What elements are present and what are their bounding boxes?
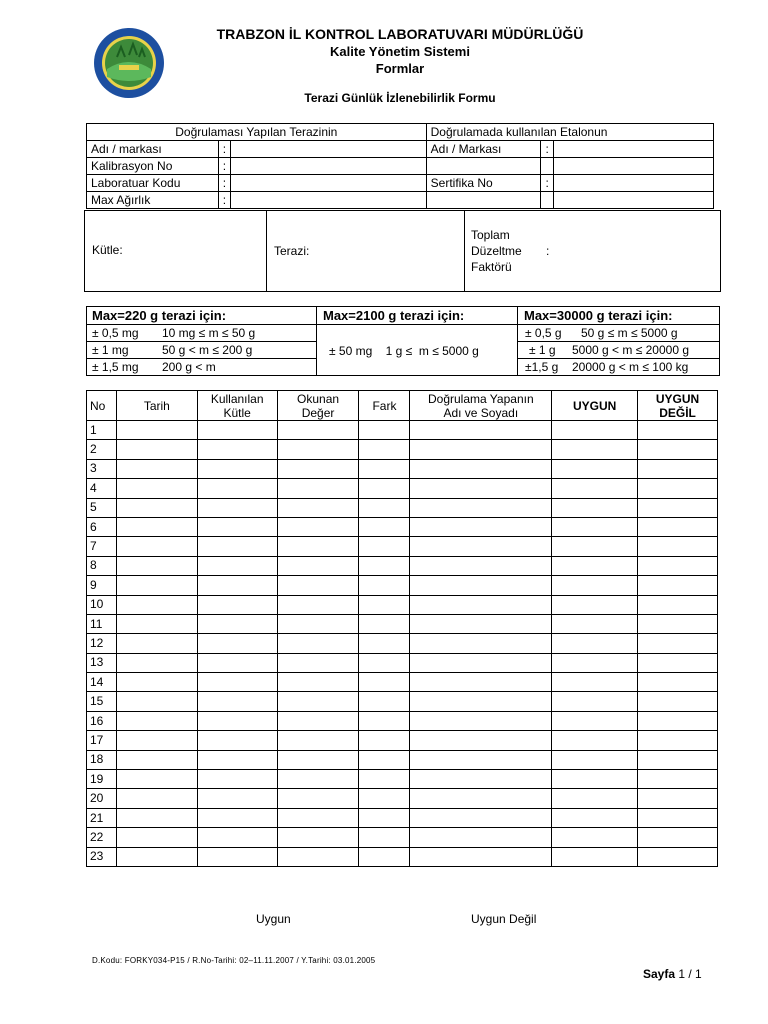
- pass-cell[interactable]: [552, 711, 638, 730]
- mass-cell[interactable]: [197, 440, 277, 459]
- colon: :: [541, 175, 553, 192]
- reading-cell[interactable]: [277, 653, 359, 672]
- verifier-cell[interactable]: [410, 808, 552, 827]
- mass-cell[interactable]: [197, 750, 277, 769]
- reading-cell[interactable]: [277, 770, 359, 789]
- date-cell[interactable]: [116, 673, 197, 692]
- difference-cell[interactable]: [359, 847, 410, 866]
- col-header-reading: Okunan Değer: [277, 391, 359, 421]
- reading-cell[interactable]: [277, 673, 359, 692]
- fail-cell[interactable]: [638, 556, 718, 575]
- colon: :: [218, 192, 230, 209]
- date-cell[interactable]: [116, 789, 197, 808]
- reading-cell[interactable]: [277, 808, 359, 827]
- row-number: 5: [87, 498, 117, 517]
- date-cell[interactable]: [116, 711, 197, 730]
- fail-cell[interactable]: [638, 808, 718, 827]
- verifier-cell[interactable]: [410, 673, 552, 692]
- difference-cell[interactable]: [359, 576, 410, 595]
- scale-field-value[interactable]: [231, 158, 427, 175]
- table-row: [87, 614, 718, 633]
- reading-cell[interactable]: [277, 576, 359, 595]
- mass-cell[interactable]: [197, 653, 277, 672]
- row-number: 18: [87, 750, 117, 769]
- system-title: Kalite Yönetim Sistemi: [330, 44, 470, 59]
- pass-cell[interactable]: [552, 634, 638, 653]
- difference-cell[interactable]: [359, 479, 410, 498]
- difference-cell[interactable]: [359, 711, 410, 730]
- reference-field-label: Sertifika No: [426, 175, 541, 192]
- col-header-fail: UYGUN DEĞİL: [638, 391, 718, 421]
- pass-cell[interactable]: [552, 479, 638, 498]
- verifier-cell[interactable]: [410, 556, 552, 575]
- mass-cell[interactable]: [197, 673, 277, 692]
- reading-cell[interactable]: [277, 750, 359, 769]
- pass-cell[interactable]: [552, 750, 638, 769]
- row-number: 8: [87, 556, 117, 575]
- fail-cell[interactable]: [638, 731, 718, 750]
- verifier-cell[interactable]: [410, 421, 552, 440]
- mass-cell[interactable]: [197, 711, 277, 730]
- reading-cell[interactable]: [277, 595, 359, 614]
- pass-cell[interactable]: [552, 847, 638, 866]
- verifier-cell[interactable]: [410, 517, 552, 536]
- tolerance-value-2100: ± 50 mg 1 g ≤ m ≤ 5000 g: [329, 344, 479, 358]
- pass-cell[interactable]: [552, 576, 638, 595]
- fail-cell[interactable]: [638, 498, 718, 517]
- reading-cell[interactable]: [277, 692, 359, 711]
- verifier-cell[interactable]: [410, 576, 552, 595]
- fail-cell[interactable]: [638, 634, 718, 653]
- scale-info-right-header: Doğrulamada kullanılan Etalonun: [426, 124, 713, 141]
- tolerance-value: ±1,5 g: [525, 360, 559, 374]
- colon: :: [218, 141, 230, 158]
- row-number: 2: [87, 440, 117, 459]
- verifier-cell[interactable]: [410, 498, 552, 517]
- fail-cell[interactable]: [638, 479, 718, 498]
- reading-cell[interactable]: [277, 556, 359, 575]
- verifier-cell[interactable]: [410, 711, 552, 730]
- date-cell[interactable]: [116, 692, 197, 711]
- date-cell[interactable]: [116, 479, 197, 498]
- verifier-cell[interactable]: [410, 731, 552, 750]
- table-row: [87, 440, 718, 459]
- scale-field-label: Adı / markası: [87, 141, 219, 158]
- table-row: [87, 711, 718, 730]
- reference-field-value[interactable]: [553, 192, 713, 209]
- reference-field-value[interactable]: [553, 158, 713, 175]
- tolerance-range: 5000 g < m ≤ 20000 g: [572, 343, 690, 357]
- difference-cell[interactable]: [359, 828, 410, 847]
- date-cell[interactable]: [116, 828, 197, 847]
- pass-cell[interactable]: [552, 731, 638, 750]
- reading-cell[interactable]: [277, 828, 359, 847]
- reading-cell[interactable]: [277, 537, 359, 556]
- reading-cell[interactable]: [277, 731, 359, 750]
- difference-cell[interactable]: [359, 595, 410, 614]
- tolerance-value: ± 1 g: [529, 343, 556, 357]
- table-row: [87, 750, 718, 769]
- reference-field-value[interactable]: [553, 141, 713, 158]
- scale-field-value[interactable]: [231, 175, 427, 192]
- reading-cell[interactable]: [277, 789, 359, 808]
- tolerance-range: 10 mg ≤ m ≤ 50 g: [162, 326, 256, 340]
- scale-label: Terazi:: [274, 244, 310, 258]
- difference-cell[interactable]: [359, 770, 410, 789]
- tolerance-range: 20000 g < m ≤ 100 kg: [572, 360, 689, 374]
- pass-cell[interactable]: [552, 517, 638, 536]
- mass-cell[interactable]: [197, 517, 277, 536]
- page-number: 1 / 1: [678, 967, 702, 981]
- verifier-cell[interactable]: [410, 479, 552, 498]
- pass-cell[interactable]: [552, 692, 638, 711]
- mass-cell[interactable]: [197, 789, 277, 808]
- difference-cell[interactable]: [359, 692, 410, 711]
- table-row: [87, 692, 718, 711]
- fail-cell[interactable]: [638, 421, 718, 440]
- colon: [541, 158, 553, 175]
- date-cell[interactable]: [116, 750, 197, 769]
- date-cell[interactable]: [116, 634, 197, 653]
- verifier-cell[interactable]: [410, 537, 552, 556]
- document-code: D.Kodu: FORKY034-P15 / R.No-Tarihi: 02–11.11.2007 / Y.Tarihi: 03.01.2005: [92, 956, 376, 965]
- tolerance-header-2100: Max=2100 g terazi için:: [323, 308, 465, 323]
- scale-info-table: [86, 123, 714, 209]
- difference-cell[interactable]: [359, 673, 410, 692]
- reading-cell[interactable]: [277, 614, 359, 633]
- verifier-cell[interactable]: [410, 828, 552, 847]
- table-row: [87, 556, 718, 575]
- row-number: 12: [87, 634, 117, 653]
- mass-cell[interactable]: [197, 808, 277, 827]
- tolerance-value: ± 1,5 mg: [92, 360, 139, 374]
- pass-cell[interactable]: [552, 673, 638, 692]
- tolerance-range: 50 g < m ≤ 200 g: [162, 343, 253, 357]
- mass-cell[interactable]: [197, 634, 277, 653]
- table-row: [87, 576, 718, 595]
- difference-cell[interactable]: [359, 440, 410, 459]
- mass-cell[interactable]: [197, 556, 277, 575]
- mass-cell[interactable]: [197, 421, 277, 440]
- fail-cell[interactable]: [638, 459, 718, 478]
- row-number: 17: [87, 731, 117, 750]
- reference-field-label: [426, 158, 541, 175]
- fail-cell[interactable]: [638, 595, 718, 614]
- mass-cell[interactable]: [197, 828, 277, 847]
- row-number: 1: [87, 421, 117, 440]
- fail-cell[interactable]: [638, 711, 718, 730]
- mass-label: Kütle:: [92, 243, 123, 257]
- col-header-verifier: Doğrulama Yapanın Adı ve Soyadı: [410, 391, 552, 421]
- daily-log-table: [86, 390, 718, 867]
- table-row: [87, 828, 718, 847]
- date-cell[interactable]: [116, 421, 197, 440]
- col-header-mass: Kullanılan Kütle: [197, 391, 277, 421]
- date-cell[interactable]: [116, 459, 197, 478]
- difference-cell[interactable]: [359, 808, 410, 827]
- verifier-cell[interactable]: [410, 653, 552, 672]
- verifier-cell[interactable]: [410, 692, 552, 711]
- difference-cell[interactable]: [359, 537, 410, 556]
- page-indicator: [643, 967, 702, 981]
- date-cell[interactable]: [116, 653, 197, 672]
- mass-cell[interactable]: [197, 459, 277, 478]
- row-number: 7: [87, 537, 117, 556]
- fail-cell[interactable]: [638, 673, 718, 692]
- verifier-cell[interactable]: [410, 634, 552, 653]
- reading-cell[interactable]: [277, 459, 359, 478]
- pass-cell[interactable]: [552, 770, 638, 789]
- correction-box: [84, 210, 721, 292]
- table-row: [87, 498, 718, 517]
- date-cell[interactable]: [116, 847, 197, 866]
- fail-cell[interactable]: [638, 847, 718, 866]
- mass-cell[interactable]: [197, 847, 277, 866]
- difference-cell[interactable]: [359, 421, 410, 440]
- pass-cell[interactable]: [552, 808, 638, 827]
- verifier-cell[interactable]: [410, 847, 552, 866]
- pass-cell[interactable]: [552, 789, 638, 808]
- tolerance-range: 50 g ≤ m ≤ 5000 g: [581, 326, 678, 340]
- fail-cell[interactable]: [638, 692, 718, 711]
- difference-cell[interactable]: [359, 731, 410, 750]
- row-number: 23: [87, 847, 117, 866]
- organization-title: TRABZON İL KONTROL LABORATUVARI MÜDÜRLÜĞÜ: [216, 26, 584, 42]
- date-cell[interactable]: [116, 595, 197, 614]
- reading-cell[interactable]: [277, 634, 359, 653]
- table-row: [87, 673, 718, 692]
- verifier-cell[interactable]: [410, 614, 552, 633]
- row-number: 13: [87, 653, 117, 672]
- legend-fail: Uygun Değil: [471, 912, 537, 926]
- row-number: 3: [87, 459, 117, 478]
- reading-cell[interactable]: [277, 517, 359, 536]
- pass-cell[interactable]: [552, 556, 638, 575]
- tolerance-value: ± 1 mg: [92, 343, 129, 357]
- pass-cell[interactable]: [552, 459, 638, 478]
- verifier-cell[interactable]: [410, 459, 552, 478]
- fail-cell[interactable]: [638, 789, 718, 808]
- pass-cell[interactable]: [552, 498, 638, 517]
- scale-info-left-header: Doğrulaması Yapılan Terazinin: [87, 124, 427, 141]
- colon: [541, 192, 553, 209]
- colon: :: [218, 158, 230, 175]
- table-row: [87, 808, 718, 827]
- difference-cell[interactable]: [359, 653, 410, 672]
- table-row: [87, 537, 718, 556]
- reference-field-label: Adı / Markası: [426, 141, 541, 158]
- date-cell[interactable]: [116, 576, 197, 595]
- page-label: Sayfa: [643, 967, 676, 981]
- fail-cell[interactable]: [638, 614, 718, 633]
- mass-cell[interactable]: [197, 479, 277, 498]
- pass-cell[interactable]: [552, 440, 638, 459]
- mass-cell[interactable]: [197, 731, 277, 750]
- table-row: [87, 517, 718, 536]
- reference-field-label: [426, 192, 541, 209]
- colon: :: [541, 141, 553, 158]
- fail-cell[interactable]: [638, 440, 718, 459]
- mass-cell[interactable]: [197, 770, 277, 789]
- tolerance-box: [86, 306, 720, 376]
- table-row: [87, 731, 718, 750]
- tolerance-header-30000: Max=30000 g terazi için:: [524, 308, 673, 323]
- row-number: 16: [87, 711, 117, 730]
- date-cell[interactable]: [116, 731, 197, 750]
- row-number: 11: [87, 614, 117, 633]
- scale-field-value[interactable]: [231, 192, 427, 209]
- pass-cell[interactable]: [552, 595, 638, 614]
- pass-cell[interactable]: [552, 653, 638, 672]
- correction-label: Düzeltme: [471, 244, 522, 258]
- difference-cell[interactable]: [359, 459, 410, 478]
- mass-cell[interactable]: [197, 537, 277, 556]
- reading-cell[interactable]: [277, 421, 359, 440]
- row-number: 9: [87, 576, 117, 595]
- date-cell[interactable]: [116, 556, 197, 575]
- date-cell[interactable]: [116, 440, 197, 459]
- date-cell[interactable]: [116, 517, 197, 536]
- table-row: [87, 789, 718, 808]
- row-number: 4: [87, 479, 117, 498]
- scale-field-label: Laboratuar Kodu: [87, 175, 219, 192]
- pass-cell[interactable]: [552, 828, 638, 847]
- date-cell[interactable]: [116, 537, 197, 556]
- scale-field-label: Max Ağırlık: [87, 192, 219, 209]
- table-row: [87, 479, 718, 498]
- tolerance-range: 200 g < m: [162, 360, 216, 374]
- correction-colon: :: [546, 244, 550, 258]
- tolerance-header-220: Max=220 g terazi için:: [92, 308, 227, 323]
- table-row: [87, 653, 718, 672]
- mass-cell[interactable]: [197, 576, 277, 595]
- table-row: [87, 634, 718, 653]
- fail-cell[interactable]: [638, 828, 718, 847]
- mass-cell[interactable]: [197, 595, 277, 614]
- scale-field-value[interactable]: [231, 141, 427, 158]
- pass-cell[interactable]: [552, 614, 638, 633]
- fail-cell[interactable]: [638, 517, 718, 536]
- difference-cell[interactable]: [359, 750, 410, 769]
- table-row: [87, 770, 718, 789]
- reading-cell[interactable]: [277, 711, 359, 730]
- row-number: 6: [87, 517, 117, 536]
- mass-cell[interactable]: [197, 614, 277, 633]
- table-row: [87, 421, 718, 440]
- row-number: 14: [87, 673, 117, 692]
- table-row: [87, 847, 718, 866]
- col-header-difference: Fark: [359, 391, 410, 421]
- col-header-date: Tarih: [116, 391, 197, 421]
- tolerance-value: ± 0,5 g: [525, 326, 562, 340]
- fail-cell[interactable]: [638, 750, 718, 769]
- row-number: 21: [87, 808, 117, 827]
- reading-cell[interactable]: [277, 498, 359, 517]
- row-number: 20: [87, 789, 117, 808]
- row-number: 15: [87, 692, 117, 711]
- row-number: 22: [87, 828, 117, 847]
- form-title: Terazi Günlük İzlenebilirlik Formu: [304, 91, 496, 105]
- verifier-cell[interactable]: [410, 789, 552, 808]
- date-cell[interactable]: [116, 770, 197, 789]
- difference-cell[interactable]: [359, 556, 410, 575]
- difference-cell[interactable]: [359, 517, 410, 536]
- date-cell[interactable]: [116, 498, 197, 517]
- verifier-cell[interactable]: [410, 770, 552, 789]
- pass-cell[interactable]: [552, 537, 638, 556]
- total-label: Toplam: [471, 228, 510, 242]
- col-header-pass: UYGUN: [552, 391, 638, 421]
- tolerance-value: ± 0,5 mg: [92, 326, 139, 340]
- row-number: 19: [87, 770, 117, 789]
- table-row: [87, 459, 718, 478]
- reading-cell[interactable]: [277, 440, 359, 459]
- date-cell[interactable]: [116, 614, 197, 633]
- difference-cell[interactable]: [359, 789, 410, 808]
- legend-pass: Uygun: [256, 912, 291, 926]
- fail-cell[interactable]: [638, 576, 718, 595]
- difference-cell[interactable]: [359, 614, 410, 633]
- fail-cell[interactable]: [638, 537, 718, 556]
- col-header-no: No: [87, 391, 117, 421]
- reading-cell[interactable]: [277, 847, 359, 866]
- scale-field-label: Kalibrasyon No: [87, 158, 219, 175]
- verifier-cell[interactable]: [410, 750, 552, 769]
- colon: :: [218, 175, 230, 192]
- verifier-cell[interactable]: [410, 440, 552, 459]
- date-cell[interactable]: [116, 808, 197, 827]
- difference-cell[interactable]: [359, 634, 410, 653]
- table-row: [87, 595, 718, 614]
- difference-cell[interactable]: [359, 498, 410, 517]
- factor-label: Faktörü: [471, 260, 512, 274]
- fail-cell[interactable]: [638, 770, 718, 789]
- mass-cell[interactable]: [197, 692, 277, 711]
- verifier-cell[interactable]: [410, 595, 552, 614]
- table-header-row: [87, 391, 718, 421]
- pass-cell[interactable]: [552, 421, 638, 440]
- mass-cell[interactable]: [197, 498, 277, 517]
- row-number: 10: [87, 595, 117, 614]
- fail-cell[interactable]: [638, 653, 718, 672]
- reference-field-value[interactable]: [553, 175, 713, 192]
- section-title: Formlar: [375, 61, 425, 76]
- reading-cell[interactable]: [277, 479, 359, 498]
